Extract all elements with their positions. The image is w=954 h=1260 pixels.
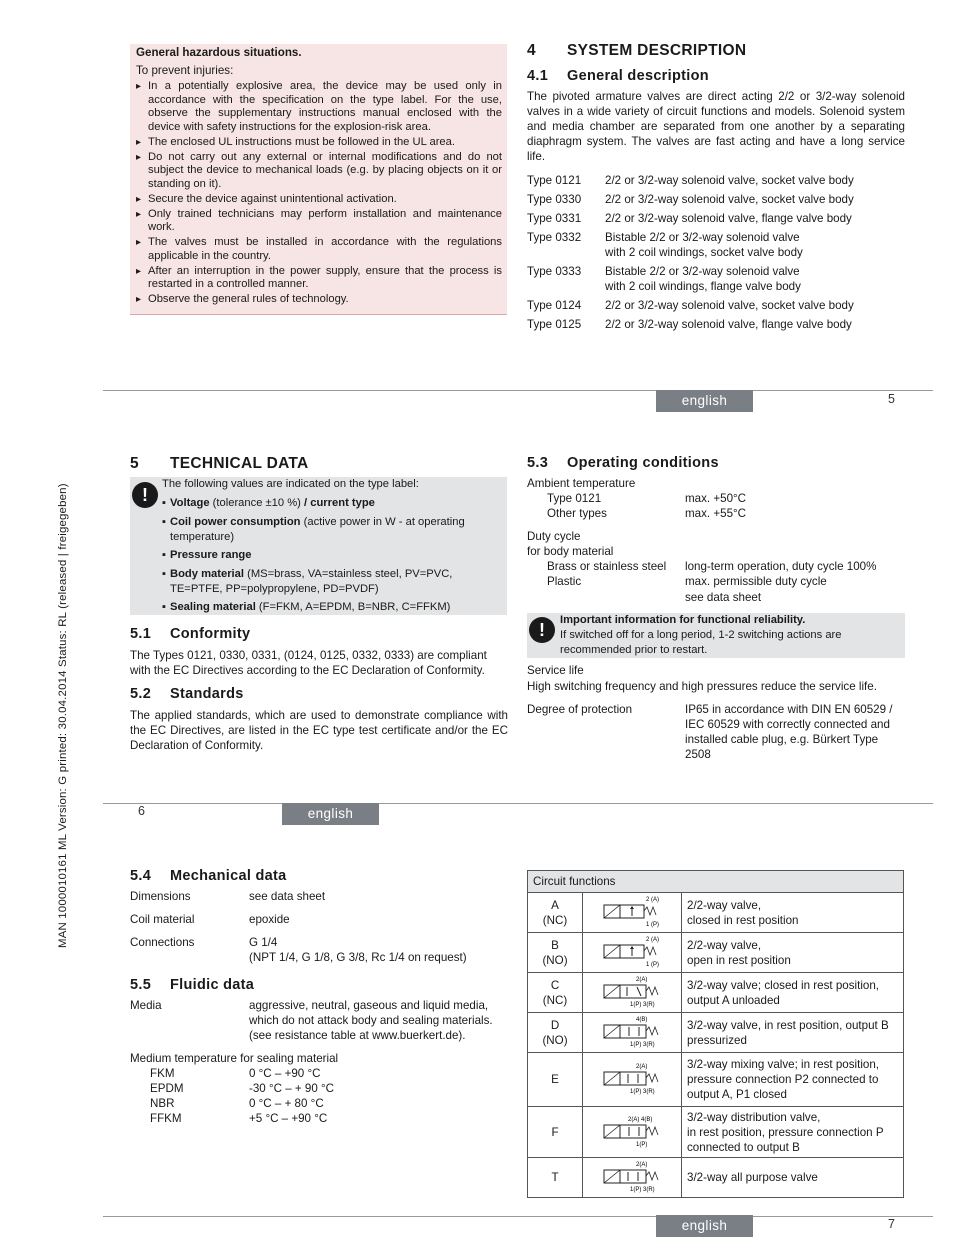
description-line: 3/2-way all purpose valve [687, 1171, 818, 1184]
table-row [528, 1053, 904, 1107]
section-title: General description [567, 68, 709, 84]
circuit-letter [528, 933, 583, 973]
valve-symbol-cell [583, 1053, 682, 1107]
page-number: 5 [888, 392, 895, 406]
section-5-4-heading [130, 868, 287, 884]
type-desc: 2/2 or 3/2-way solenoid valve, socket valve body [605, 299, 854, 312]
description-line: 2/2-way valve, [687, 938, 762, 952]
medium-temp-label: Medium temperature for sealing material [130, 1052, 339, 1065]
info-item-key: Pressure range [170, 549, 252, 561]
description-line: closed in rest position [687, 913, 799, 927]
section-number: 5.3 [527, 455, 549, 471]
section-title: TECHNICAL DATA [170, 455, 309, 472]
type-desc: Bistable 2/2 or 3/2-way solenoid valve [605, 231, 800, 244]
info-lead: The following values are indicated on the type label: [162, 478, 419, 490]
reliability-info-box [527, 613, 905, 658]
description-line: output A, P1 closed [687, 1088, 787, 1101]
circuit-letter [528, 973, 583, 1013]
circuit-code: A [551, 898, 559, 912]
circuit-description [682, 1107, 904, 1158]
temp-value: 0 °C – + 80 °C [249, 1097, 324, 1110]
exclamation-icon: ! [529, 617, 555, 643]
info-item-text: (active power in W - at operating temperature) [170, 515, 465, 543]
circuit-code: B [551, 938, 559, 952]
degree-protection-value: IP65 in accordance with DIN EN 60529 / IEC 60529 with correctly connected and installed cable plug, e.g. Bürkert Type 2508 [685, 703, 893, 761]
hazard-item: ▸ Secure the device against unintentional activation. [136, 193, 502, 207]
general-description-text: The pivoted armature valves are direct acting 2/2 or 3/2-way solenoid valves in a wide variety of circuit functions and models. Solenoid system and media chamber are separated from one another by a separating diaphragm system. The valves are fast acting and have a long service life. [527, 90, 905, 163]
valve-symbol-cell [583, 1158, 682, 1198]
hazard-item: ▸ The valves must be installed in accordance with the regulations applicable in the country. [136, 236, 502, 263]
type-name: Type 0330 [527, 193, 582, 206]
mech-key: Dimensions [130, 890, 191, 903]
temp-key: FFKM [150, 1112, 182, 1125]
info-item [162, 548, 502, 563]
circuit-letter [528, 1053, 583, 1107]
conformity-text: The Types 0121, 0330, 0331, (0124, 0125, 0332, 0333) are compliant with the EC Directives according to the EC Declaration of Conformity. [130, 649, 487, 677]
type-desc: Bistable 2/2 or 3/2-way solenoid valve [605, 265, 800, 278]
port-label-top: 2 (A) [646, 897, 660, 903]
section-number: 5.2 [130, 686, 152, 702]
circuit-code: E [551, 1073, 559, 1086]
section-title: Fluidic data [170, 977, 255, 993]
description-line: 3/2-way valve, in rest position, output B [687, 1018, 889, 1032]
type-desc: 2/2 or 3/2-way solenoid valve, socket valve body [605, 193, 854, 206]
footer-rule [103, 1216, 933, 1217]
info-item [162, 600, 502, 615]
valve-symbol-icon [584, 1113, 680, 1149]
section-5-5-heading [130, 977, 254, 993]
section-5-2-heading [130, 686, 244, 702]
language-tab: english [656, 390, 753, 412]
type0121-label: Type 0121 [547, 492, 602, 505]
media-label: Media [130, 999, 162, 1012]
section-title: Mechanical data [170, 868, 287, 884]
degree-protection-label: Degree of protection [527, 703, 633, 716]
section-number: 5.5 [130, 977, 152, 993]
type-label-info-box [130, 477, 507, 615]
section-5-1-heading [130, 626, 250, 642]
hazard-item: ▸ Observe the general rules of technology. [136, 293, 502, 307]
language-tab: english [282, 803, 379, 825]
brass-label: Brass or stainless steel [547, 560, 667, 573]
temp-value: -30 °C – + 90 °C [249, 1082, 334, 1095]
section-5-3-heading [527, 455, 719, 471]
table-row [528, 933, 904, 973]
circuit-description [682, 1013, 904, 1053]
service-life-text: High switching frequency and high pressures reduce the service life. [527, 680, 877, 693]
valve-symbol-icon [584, 1158, 680, 1194]
mech-key: Connections [130, 936, 195, 949]
info-item [162, 515, 502, 545]
valve-symbol-icon [584, 933, 680, 969]
hazard-title: General hazardous situations. [136, 46, 302, 59]
temp-value: +5 °C – +90 °C [249, 1112, 328, 1125]
hazard-item: ▸ After an interruption in the power supply, ensure that the process is restarted in a controlled manner. [136, 265, 502, 292]
info-item-text: (F=FKM, A=EPDM, B=NBR, C=FFKM) [255, 601, 451, 613]
info-item-key: Body material [170, 567, 244, 580]
circuit-letter [528, 1107, 583, 1158]
description-line: 2/2-way valve, [687, 898, 762, 912]
mech-key: Coil material [130, 913, 195, 926]
port-label-bottom: 1 (P) [646, 922, 660, 928]
type-name: Type 0333 [527, 265, 582, 278]
circuit-description [682, 1053, 904, 1107]
circuit-letter [528, 1013, 583, 1053]
info-item [162, 496, 502, 511]
info-item-text: (tolerance ±10 %) [209, 497, 305, 509]
section-number: 5.1 [130, 626, 152, 642]
port-label-bottom: 1(P) 3(R) [630, 1042, 655, 1048]
valve-symbol-cell [583, 893, 682, 933]
plastic-label: Plastic [547, 575, 582, 588]
port-label-top: 2 (A) [646, 937, 660, 943]
table-row [528, 1158, 904, 1198]
port-label-top: 2(A) [636, 977, 648, 983]
type-name: Type 0121 [527, 174, 582, 187]
section-title: Standards [170, 686, 244, 702]
temp-key: FKM [150, 1067, 175, 1080]
circuit-type: (NC) [542, 913, 568, 927]
type-name: Type 0124 [527, 299, 582, 312]
port-label-bottom: 1 (P) [646, 962, 660, 968]
circuit-code: F [551, 1125, 559, 1139]
circuit-code: T [551, 1171, 559, 1184]
circuit-description [682, 1158, 904, 1198]
table-header: Circuit functions [528, 871, 904, 893]
circuit-code: D [550, 1018, 560, 1032]
hazard-item: ▸ Only trained technicians may perform installation and maintenance work. [136, 208, 502, 235]
section-4-1-heading [527, 68, 709, 84]
port-label-bottom: 1(P) [636, 1141, 648, 1148]
plastic-value-2: see data sheet [685, 591, 762, 604]
info-item-key: Coil power consumption [170, 515, 301, 528]
port-label-bottom: 1(P) 3(R) [630, 1187, 655, 1193]
valve-symbol-icon [584, 1013, 680, 1049]
info-item-text: (MS=brass, VA=stainless steel, PV=PVC, TE=PTFE, PP=polypropylene, PD=PVDF) [170, 567, 453, 595]
description-line: output A unloaded [687, 993, 780, 1007]
table-row [528, 1107, 904, 1158]
language-tab: english [656, 1215, 753, 1237]
for-body-material-label: for body material [527, 545, 614, 558]
section-4-heading [527, 42, 746, 60]
port-label-bottom: 1(P) 3(R) [630, 1089, 655, 1095]
circuit-letter [528, 1158, 583, 1198]
service-life-label: Service life [527, 664, 584, 677]
plastic-value: max. permissible duty cycle [685, 575, 827, 588]
section-title: Operating conditions [567, 455, 719, 471]
type-name: Type 0332 [527, 231, 582, 244]
description-line: 3/2-way mixing valve; in rest position, [687, 1058, 880, 1071]
type-desc: 2/2 or 3/2-way solenoid valve, socket valve body [605, 174, 854, 187]
valve-symbol-cell [583, 933, 682, 973]
footer-rule [103, 803, 933, 804]
exclamation-icon: ! [132, 482, 158, 508]
mech-value: see data sheet [249, 890, 326, 903]
valve-symbol-icon [584, 893, 680, 929]
standards-text: The applied standards, which are used to demonstrate compliance with the EC Directives, are listed in the EC type test certificate and/or the EC Declaration of Conformity. [130, 709, 508, 752]
description-line: pressure connection P2 connected to [687, 1073, 879, 1086]
temp-key: EPDM [150, 1082, 184, 1095]
temp-key: NBR [150, 1097, 175, 1110]
other-types-label: Other types [547, 507, 607, 520]
info-list [162, 496, 502, 619]
hazard-item: ▸ The enclosed UL instructions must be followed in the UL area. [136, 136, 502, 150]
hazard-box [130, 44, 507, 315]
type-desc: 2/2 or 3/2-way solenoid valve, flange valve body [605, 318, 852, 331]
temp-value: 0 °C – +90 °C [249, 1067, 321, 1080]
valve-symbol-icon [584, 1060, 680, 1096]
type0121-value: max. +50°C [685, 492, 747, 505]
hazard-intro: To prevent injuries: [136, 64, 234, 77]
description-line: 3/2-way valve; closed in rest position, [687, 978, 880, 992]
mech-value: epoxide [249, 913, 290, 926]
duty-cycle-label: Duty cycle [527, 530, 581, 543]
mech-value: G 1/4 [249, 936, 278, 949]
section-number: 4.1 [527, 68, 549, 84]
table-row [528, 973, 904, 1013]
circuit-type: (NC) [542, 993, 568, 1007]
section-title: SYSTEM DESCRIPTION [567, 42, 747, 59]
type-desc: with 2 coil windings, flange valve body [605, 280, 801, 293]
type-desc: with 2 coil windings, socket valve body [605, 246, 803, 259]
circuit-functions-table [527, 870, 904, 1198]
hazard-item: ▸ Do not carry out any external or internal modifications and do not subject the device to mechanical loads (e.g. by placing objects on it or standing on it). [136, 151, 502, 192]
port-label-bottom: 1(P) 3(R) [630, 1002, 655, 1008]
port-label-top: 2(A) [636, 1162, 648, 1168]
circuit-description [682, 893, 904, 933]
valve-symbol-cell [583, 1107, 682, 1158]
type-name: Type 0125 [527, 318, 582, 331]
brass-value: long-term operation, duty cycle 100% [685, 560, 877, 573]
port-label-top: 4(B) [636, 1017, 648, 1023]
reliability-title: Important information for functional reliability. [560, 614, 806, 626]
section-number: 4 [527, 42, 536, 59]
description-line: 3/2-way distribution valve, [687, 1110, 821, 1124]
document-side-label: MAN 1000010161 ML Version: G printed: 30.04.2014 Status: RL (released | freigegeben) [57, 483, 69, 948]
hazard-list [136, 80, 502, 308]
hazard-item: ▸ In a potentially explosive area, the device may be used only in accordance with the specification on the type label. For the use, observe the supplementary instructions manual enclosed with the device with safety instructions for the explosion-risk area. [136, 80, 502, 134]
section-5-heading [130, 455, 309, 473]
ambient-label: Ambient temperature [527, 477, 636, 490]
description-line: open in rest position [687, 953, 791, 967]
description-line: in rest position, pressure connection P [687, 1125, 884, 1139]
valve-symbol-cell [583, 1013, 682, 1053]
circuit-type: (NO) [542, 953, 568, 967]
info-item [162, 567, 502, 597]
section-number: 5.4 [130, 868, 152, 884]
valve-symbol-icon [584, 973, 680, 1009]
circuit-description [682, 933, 904, 973]
media-value: aggressive, neutral, gaseous and liquid media, which do not attack body and sealing materials. (see resistance table at www.buerkert.de). [249, 999, 493, 1042]
type-name: Type 0331 [527, 212, 582, 225]
page-number: 6 [138, 804, 145, 818]
section-number: 5 [130, 455, 139, 472]
mech-value-2: (NPT 1/4, G 1/8, G 3/8, Rc 1/4 on request) [249, 951, 467, 964]
table-row [528, 1013, 904, 1053]
info-item-key: Sealing material [170, 601, 256, 613]
info-item-key: / current type [304, 497, 375, 509]
info-item-key: Voltage [170, 497, 210, 509]
other-types-value: max. +55°C [685, 507, 747, 520]
page-number: 7 [888, 1217, 895, 1231]
circuit-code: C [550, 978, 560, 992]
description-line: pressurized [687, 1033, 747, 1047]
section-title: Conformity [170, 626, 251, 642]
footer-rule [103, 390, 933, 391]
circuit-description [682, 973, 904, 1013]
type-desc: 2/2 or 3/2-way solenoid valve, flange valve body [605, 212, 852, 225]
port-label-top: 2(A) 4(B) [628, 1116, 653, 1123]
description-line: connected to output B [687, 1140, 800, 1154]
circuit-letter [528, 893, 583, 933]
port-label-top: 2(A) [636, 1064, 648, 1070]
valve-symbol-cell [583, 973, 682, 1013]
reliability-text: If switched off for a long period, 1-2 switching actions are recommended prior to restart. [560, 629, 842, 656]
circuit-type: (NO) [542, 1033, 568, 1047]
table-row [528, 893, 904, 933]
